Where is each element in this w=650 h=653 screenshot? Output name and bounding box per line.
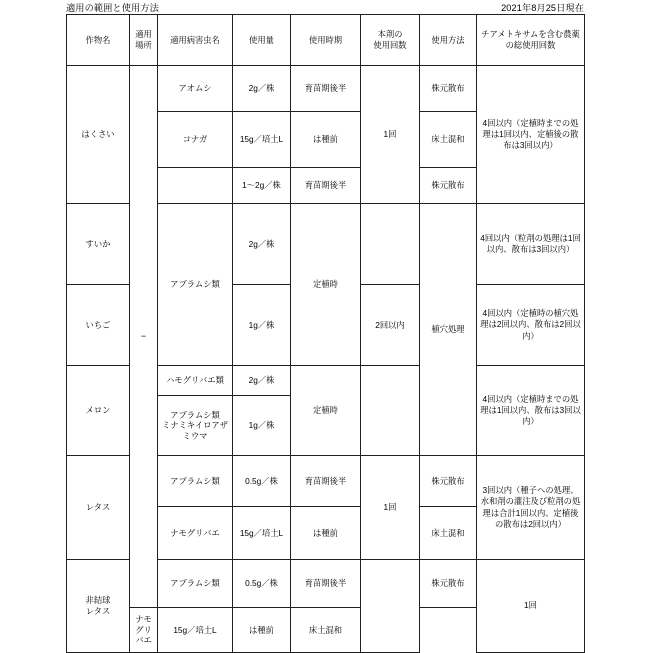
header-place: 適用場所: [130, 15, 158, 66]
cell-total-ichigo: 4回以内（定植時の植穴処理は2回以内、散布は2回以内）: [477, 285, 585, 366]
cell-method: 床土混和: [420, 507, 477, 560]
header-count: [361, 15, 420, 66]
cell-pest-aburamushi: アブラムシ類: [158, 560, 233, 608]
cell-count-two: 2回以内: [361, 285, 420, 366]
cell-amount: 1g／株: [233, 396, 291, 456]
cell-amount: 1～2g／株: [233, 168, 291, 204]
cell-pest-namoguribae: ナモグリバエ: [130, 608, 158, 653]
cell-amount: 15g／培土L: [233, 507, 291, 560]
cell-pest-konaga: コナガ: [158, 112, 233, 168]
cell-amount: 15g／培土L: [233, 112, 291, 168]
cell-timing-teishokuji: 定植時: [291, 366, 361, 456]
header-method: 使用方法: [420, 15, 477, 66]
table-header-row: [67, 15, 585, 66]
cell-method-uekana: 植穴処理: [420, 204, 477, 456]
header-count-line2: 使用回数: [373, 40, 407, 50]
cell-pest-aomushi: アオムシ: [158, 66, 233, 112]
cell-timing-teishokuji: 定植時: [291, 204, 361, 366]
table-row: [67, 66, 585, 112]
cell-timing: 育苗期後半: [291, 456, 361, 507]
cell-crop-hakusai: はくさい: [67, 66, 130, 204]
application-range-table: [66, 14, 585, 653]
cell-timing: は種前: [291, 507, 361, 560]
crop-line2: レタス: [85, 606, 111, 616]
cell-timing: は種前: [291, 112, 361, 168]
cell-amount: 0.5g／株: [233, 456, 291, 507]
cell-pest-aburamushi: アブラムシ類: [158, 204, 233, 366]
pest-line2: ミナミキイロアザミウマ: [161, 420, 229, 441]
cell-count-lettuce: 1回: [361, 456, 420, 560]
cell-crop-lettuce: レタス: [67, 456, 130, 560]
cell-crop-leaf-lettuce: [67, 560, 130, 653]
cell-timing: 育苗期後半: [291, 66, 361, 112]
cell-count: [361, 204, 420, 285]
cell-method: 床土混和: [291, 608, 361, 653]
cell-timing: は種前: [233, 608, 291, 653]
cell-count: [361, 366, 420, 456]
header-timing: 使用時期: [291, 15, 361, 66]
cell-method: 株元散布: [420, 560, 477, 608]
cell-place-dash: −: [130, 66, 158, 608]
cell-amount: 0.5g／株: [233, 560, 291, 608]
cell-total-leaf-lettuce: 1回: [477, 560, 585, 653]
cell-amount: 2g／株: [233, 204, 291, 285]
cell-pest-hamoguribae: ハモグリバエ類: [158, 366, 233, 396]
cell-method: 株元散布: [420, 456, 477, 507]
cell-crop-suika: すいか: [67, 204, 130, 285]
cell-amount: 2g／株: [233, 366, 291, 396]
cell-total-melon: 4回以内（定植時までの処理は1回以内、散布は3回以内）: [477, 366, 585, 456]
cell-total-hakusai: 4回以内（定植時までの処理は1回以内、定植後の散布は3回以内）: [477, 66, 585, 204]
cell-amount: 1g／株: [233, 285, 291, 366]
cell-pest-namoguribae: ナモグリバエ: [158, 507, 233, 560]
cell-timing: 育苗期後半: [291, 560, 361, 608]
cell-total-lettuce: 3回以内（種子への処理、水和剤の灌注及び粒剤の処理は合計1回以内、定植後の散布は2回以内）: [477, 456, 585, 560]
header-pest: 適用病害虫名: [158, 15, 233, 66]
cell-pest-aburamushi-minami: [158, 396, 233, 456]
caption: [66, 1, 584, 14]
header-amount: 使用量: [233, 15, 291, 66]
crop-line1: 非結球: [85, 595, 111, 606]
cell-pest-aburamushi: アブラムシ類: [158, 456, 233, 507]
header-crop: 作物名: [67, 15, 130, 66]
cell-crop-melon: メロン: [67, 366, 130, 456]
cell-total-suika: 4回以内（粒剤の処理は1回以内、散布は3回以内）: [477, 204, 585, 285]
header-total: チアメトキサムを含む農薬の総使用回数: [477, 15, 585, 66]
cell-amount: 15g／培土L: [158, 608, 233, 653]
caption-title: 適用の範囲と使用方法: [66, 3, 159, 13]
cell-timing: 育苗期後半: [291, 168, 361, 204]
cell-count-leaf-lettuce: [361, 560, 420, 653]
cell-method: 株元散布: [420, 168, 477, 204]
pest-line1: アブラムシ類: [170, 409, 220, 420]
cell-method: 床土混和: [420, 112, 477, 168]
caption-date: 2021年8月25日現在: [501, 3, 584, 13]
cell-crop-ichigo: いちご: [67, 285, 130, 366]
cell-method: 株元散布: [420, 66, 477, 112]
cell-amount: 2g／株: [233, 66, 291, 112]
cell-count-hakusai: 1回: [361, 66, 420, 204]
cell-pest-empty: [158, 168, 233, 204]
header-count-line1: 本剤の: [377, 29, 403, 40]
